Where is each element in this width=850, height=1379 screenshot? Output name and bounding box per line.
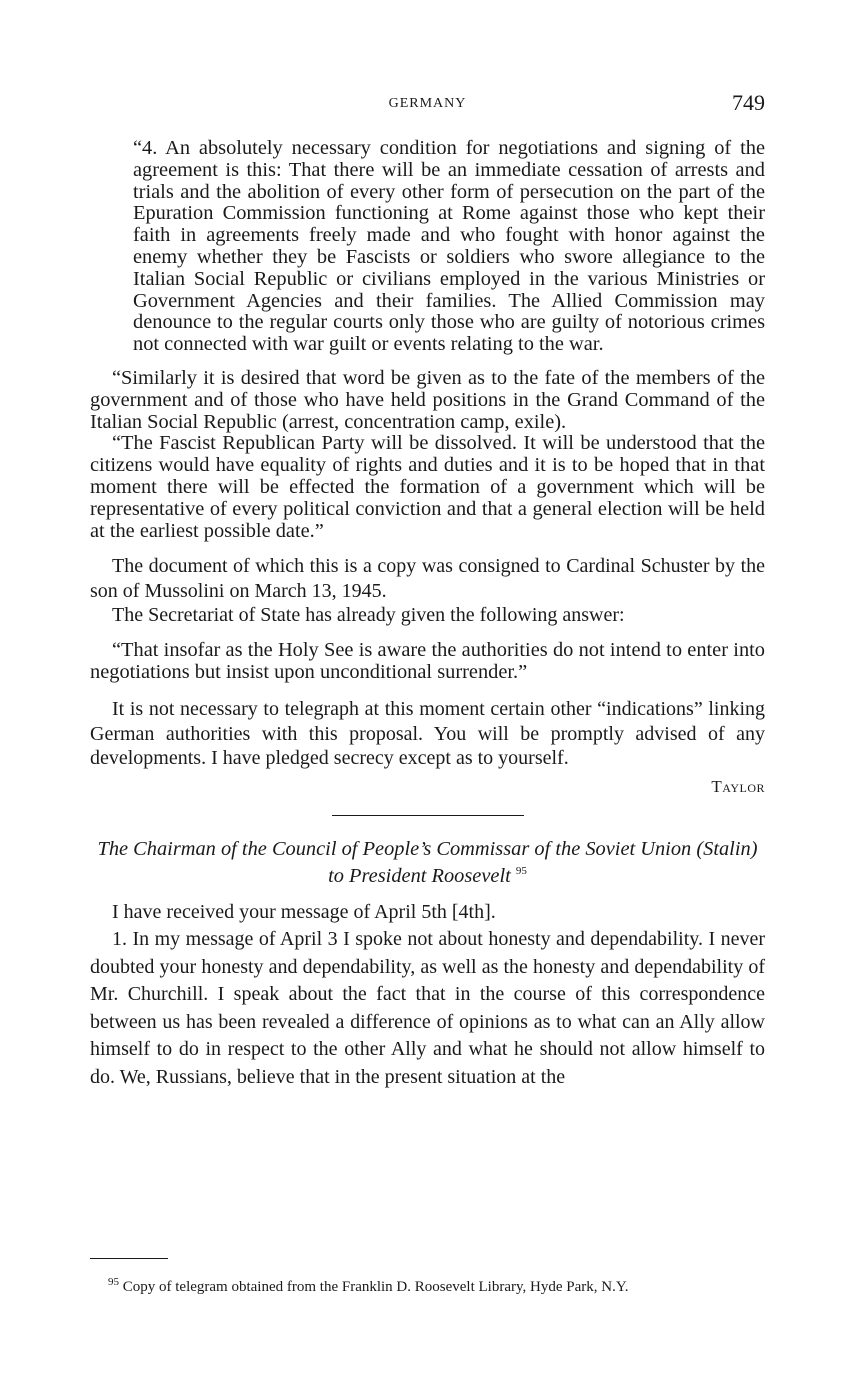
page-header (90, 90, 765, 120)
footnote-marker: 95 (108, 1276, 119, 1288)
footnote-divider (90, 1258, 168, 1259)
paragraph-secretariat: The Secretariat of State has already given the following answer: (112, 604, 625, 627)
signature-taylor: Taylor (711, 776, 765, 796)
quoted-condition-4: “4. An absolutely necessary condition for negotiations and signing of the agreement is this: That there will be an immediate cessation of arrests and trials and the abolition of every other form of persecution on the part of the Epuration Commission functioning at Rome against those who kept their faith in agreements freely made and who fought with honor against the enemy whether they be Fascists or soldiers who swore allegiance to the Italian Social Republic or civilians employed in the various Ministries or Government Agencies and their families. The Allied Commission may denounce to the regular courts only those who are guilty of notorious crimes not connected with war guilt or events relating to the war. (133, 137, 765, 356)
page-number: 749 (732, 90, 765, 115)
paragraph-not-necessary: It is not necessary to telegraph at this moment certain other “indications” linking German authorities with this proposal. You will be promptly advised of any developments. I have pledged secrecy except as to yourself. (90, 698, 765, 770)
footnote (90, 1274, 765, 1295)
quoted-paragraph-similarly: “Similarly it is desired that word be given as to the fate of the members of the government and of those who have held positions in the Grand Command of the Italian Social Republic (arrest, concentration camp, exile). (90, 366, 765, 433)
paragraph-point-1: 1. In my message of April 3 I spoke not about honesty and dependability. I never doubted your honesty and dependability, as well as the honesty and dependability of Mr. Churchill. I speak about the fact that in the course of this correspondence between us has been revealed a difference of opinions as to what can an Ally allow himself to do in respect to the other Ally and what he should not allow himself to do. We, Russians, believe that in the present situation at the (90, 928, 765, 1088)
section-divider (332, 815, 524, 816)
running-head: GERMANY (388, 96, 467, 111)
document-title (90, 838, 765, 887)
page-body (90, 138, 765, 1091)
paragraph-received-message: I have received your message of April 5th [4th]. (112, 900, 496, 923)
quoted-paragraph-fascist-party: “The Fascist Republican Party will be dissolved. It will be understood that the citizens would have equality of rights and duties and it is to be hoped that in that moment there will be effected the formation of a government which will be representative of every political conviction and that a general election will be held at the earliest possible date.” (90, 432, 765, 542)
document-title-text: The Chairman of the Council of People’s Commissar of the Soviet Union (Stalin) to President Roosevelt (97, 837, 758, 887)
paragraph-document-copy: The document of which this is a copy was consigned to Cardinal Schuster by the son of Mussolini on March 13, 1945. (90, 555, 765, 602)
footnote-text: Copy of telegram obtained from the Franklin D. Roosevelt Library, Hyde Park, N.Y. (122, 1279, 629, 1295)
quoted-answer-holy-see: “That insofar as the Holy See is aware the authorities do not intend to enter into negotiations but insist upon unconditional surrender.” (90, 638, 765, 683)
footnote-reference: 95 (515, 864, 527, 877)
